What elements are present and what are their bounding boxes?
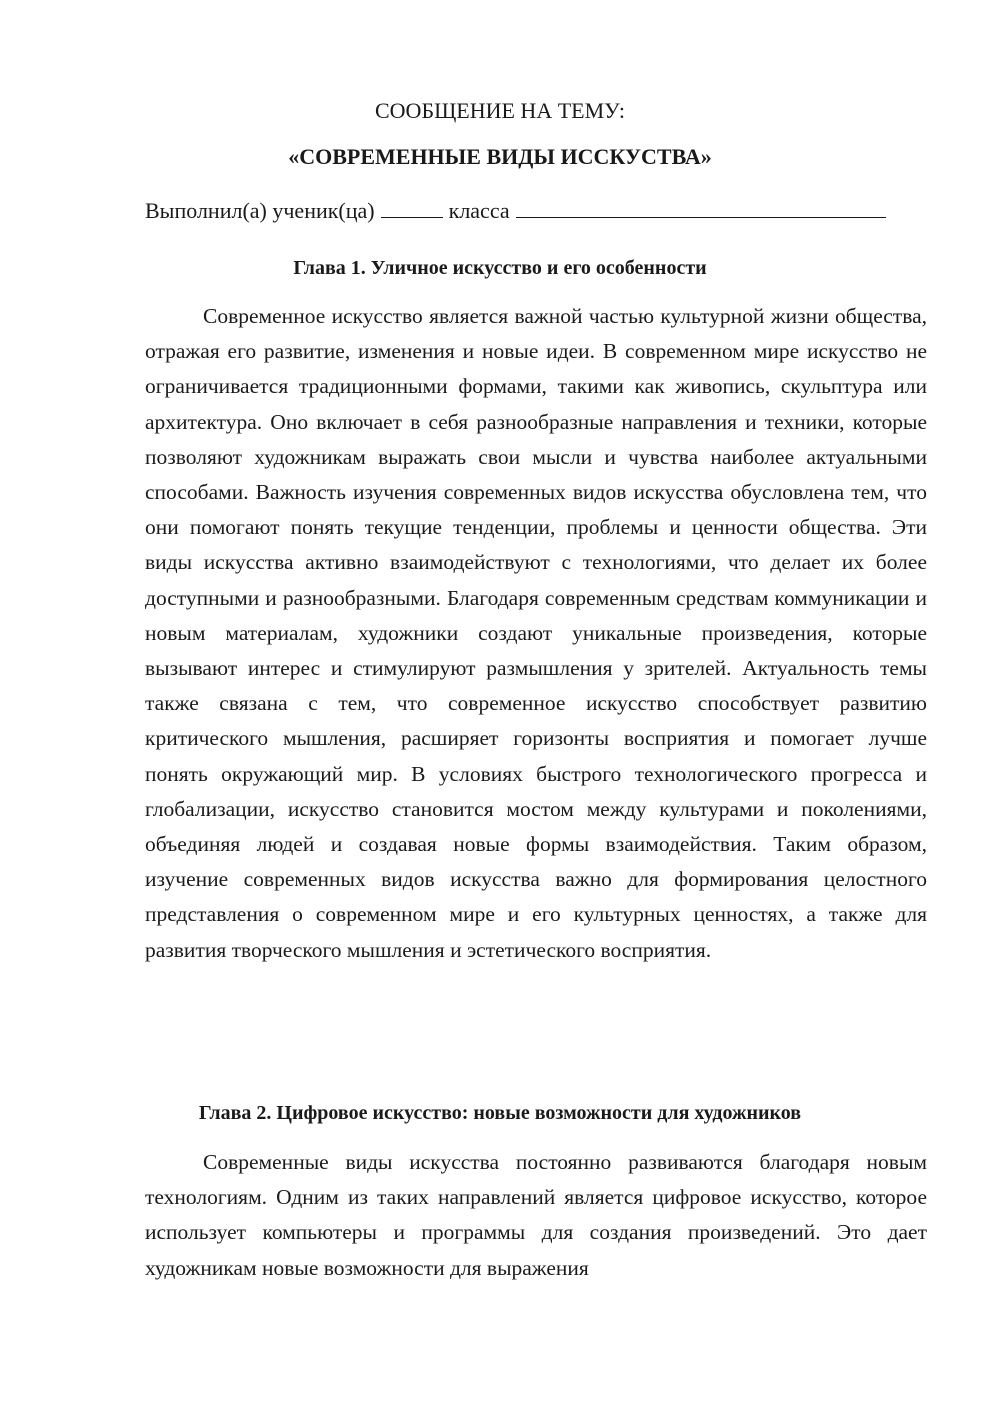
chapter-2-heading: Глава 2. Цифровое искусство: новые возможности для художников [198, 1102, 802, 1124]
class-label: класса [448, 198, 510, 223]
author-prefix: Выполнил(а) ученик(ца) [145, 198, 375, 223]
author-line [145, 197, 925, 225]
class-number-blank [381, 197, 443, 218]
chapter-2-paragraph: Современные виды искусства постоянно развиваются благодаря новым технологиям. Одним из таких направлений является цифровое искусство, которое использует компьютеры и программы для создания произведений. Это дает художникам новые возможности для выражения [145, 1150, 927, 1280]
document-title-line-1: СООБЩЕНИЕ НА ТЕМУ: [375, 98, 625, 123]
document-title-line-2: «СОВРЕМЕННЫЕ ВИДЫ ИССКУСТВА» [288, 144, 712, 169]
chapter-1-heading: Глава 1. Уличное искусство и его особенности [293, 257, 707, 279]
chapter-1-paragraph: Современное искусство является важной частью культурной жизни общества, отражая его развитие, изменения и новые идеи. В современном мире искусство не ограничивается традиционными формами, такими как живопись, скульптура или архитектура. Оно включает в себя разнообразные направления и техники, которые позволяют художникам выражать свои мысли и чувства наиболее актуальными способами. Важность изучения современных видов искусства обусловлена тем, что они помогают понять текущие тенденции, проблемы и ценности общества. Эти виды искусства активно взаимодействуют с технологиями, что делает их более доступными и разнообразными. Благодаря современным средствам коммуникации и новым материалам, художники создают уникальные произведения, которые вызывают интерес и стимулируют размышления у зрителей. Актуальность темы также связана с тем, что современное искусство способствует развитию критического мышления, расширяет горизонты восприятия и помогает лучше понять окружающий мир. В условиях быстрого технологического прогресса и глобализации, искусство становится мостом между культурами и поколениями, объединяя людей и создавая новые формы взаимодействия. Таким образом, изучение современных видов искусства важно для формирования целостного представления о современном мире и его культурных ценностях, а также для развития творческого мышления и эстетического восприятия. [145, 304, 927, 962]
author-name-blank [516, 197, 886, 218]
